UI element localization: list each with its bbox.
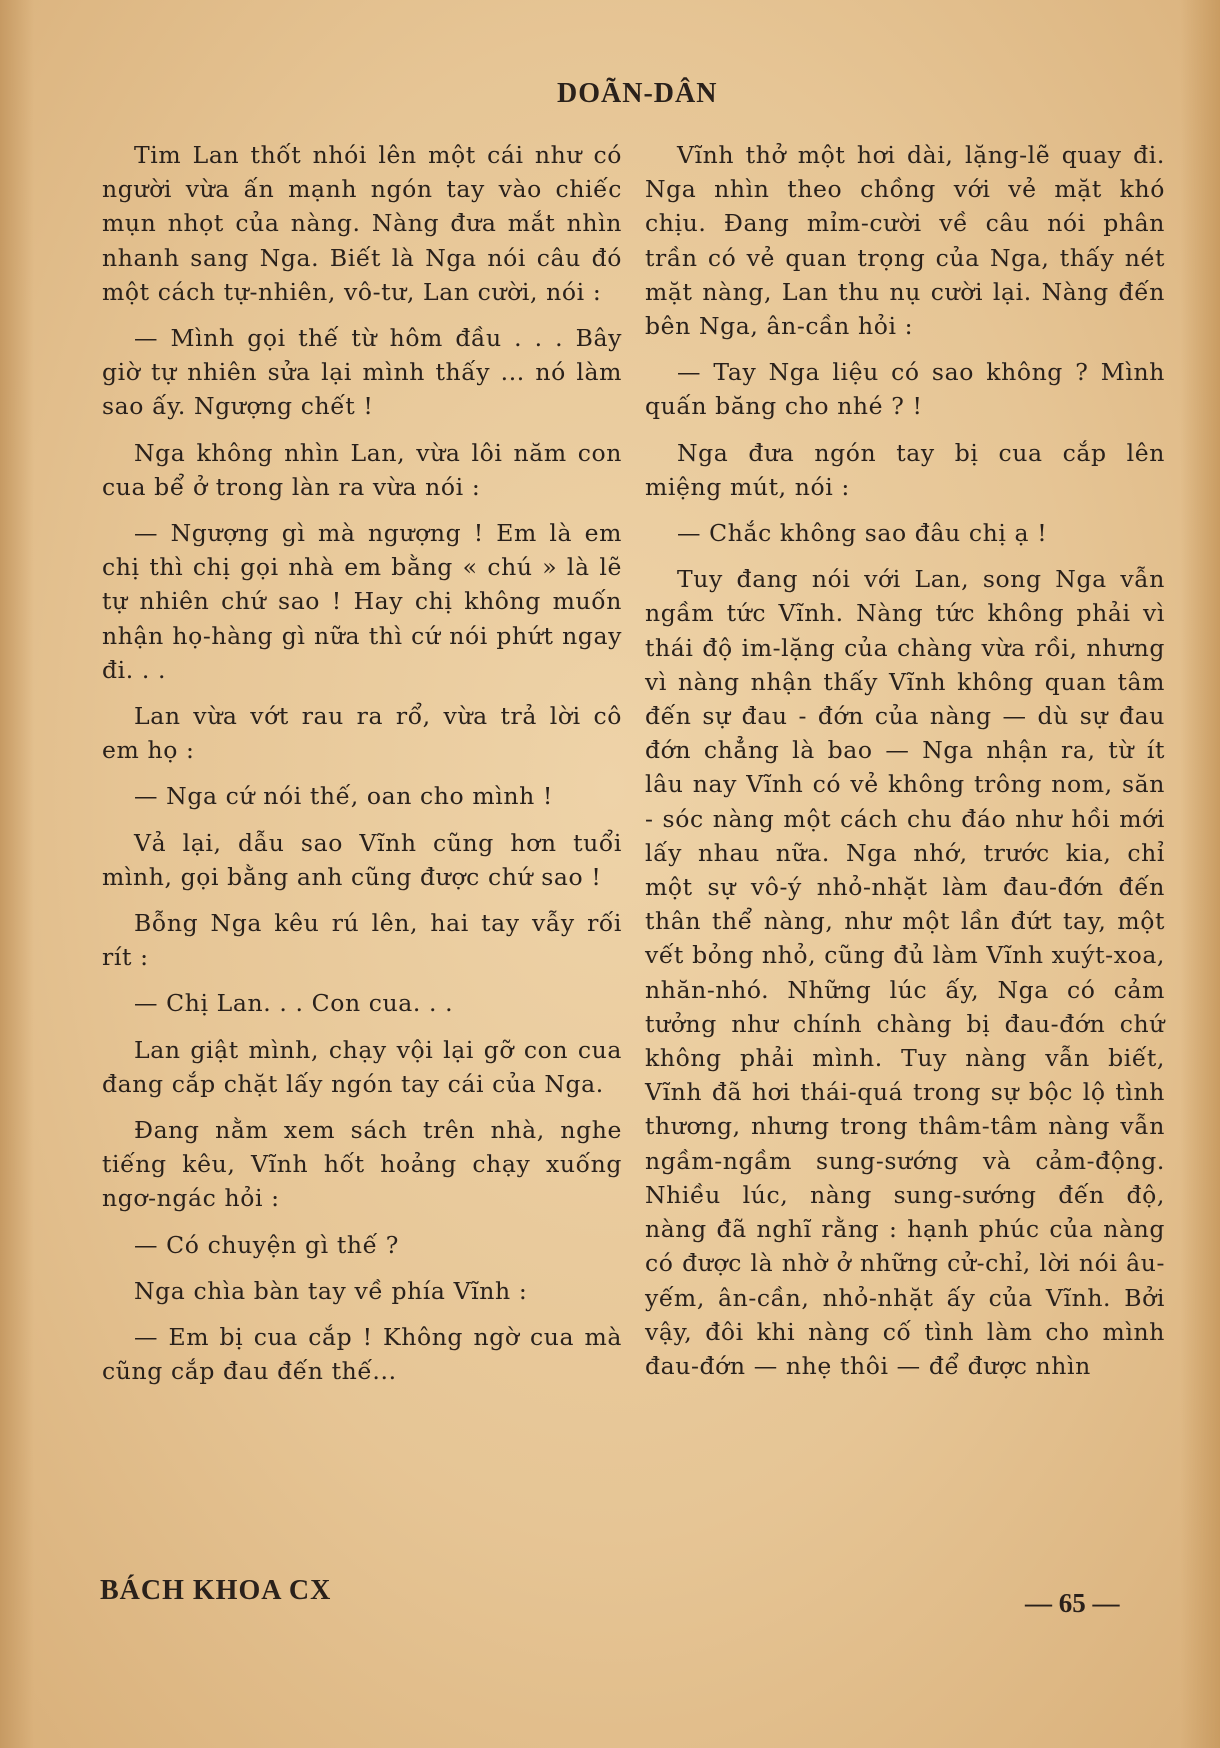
right-column (645, 138, 1165, 1395)
paragraph: — Nga cứ nói thế, oan cho mình ! (134, 782, 553, 811)
paragraph: — Chị Lan. . . Con cua. . . (134, 989, 454, 1018)
paragraph: — Chắc không sao đâu chị ạ ! (677, 519, 1048, 548)
paragraph: Nga đưa ngón tay bị cua cắp lên miệng mút, nói : (645, 438, 1165, 501)
paragraph: Đang nằm xem sách trên nhà, nghe tiếng kêu, Vĩnh hốt hoảng chạy xuống ngơ-ngác hỏi : (102, 1116, 622, 1213)
paragraph: — Em bị cua cắp ! Không ngờ cua mà cũng cắp đau đến thế... (102, 1323, 622, 1386)
paragraph: Tim Lan thốt nhói lên một cái như có người vừa ấn mạnh ngón tay vào chiếc mụn nhọt của nàng. Nàng đưa mắt nhìn nhanh sang Nga. Biết là Nga nói câu đó một cách tự-nhiên, vô-tư, Lan cười, nói : (102, 141, 622, 306)
paragraph: — Có chuyện gì thế ? (134, 1230, 399, 1259)
paragraph: — Mình gọi thế từ hôm đầu . . . Bây giờ tự nhiên sửa lại mình thấy ... nó làm sao ấy. Ngượng chết ! (102, 324, 622, 421)
paragraph: Lan vừa vớt rau ra rổ, vừa trả lời cô em họ : (102, 702, 622, 765)
paragraph: Vĩnh thở một hơi dài, lặng-lẽ quay đi. Nga nhìn theo chồng với vẻ mặt khó chịu. Đang mỉm-cười về câu nói phân trần có vẻ quan trọng của Nga, thấy nét mặt nàng, Lan thu nụ cười lại. Nàng đến bên Nga, ân-cần hỏi : (645, 141, 1165, 341)
page-number: — 65 — (1025, 1588, 1120, 1618)
page-edge-left (0, 0, 34, 1748)
paragraph: Bỗng Nga kêu rú lên, hai tay vẫy rối rít : (102, 909, 622, 972)
paragraph: Vả lại, dẫu sao Vĩnh cũng hơn tuổi mình, gọi bằng anh cũng được chứ sao ! (102, 828, 622, 891)
author-header: DOÃN-DÂN (557, 78, 718, 109)
paragraph: Nga chìa bàn tay về phía Vĩnh : (134, 1276, 528, 1305)
paragraph: — Ngượng gì mà ngượng ! Em là em chị thì chị gọi nhà em bằng « chú » là lẽ tự nhiên chứ sao ! Hay chị không muốn nhận họ-hàng gì nữa thì cứ nói phứt ngay đi. . . (102, 519, 622, 684)
paragraph: — Tay Nga liệu có sao không ? Mình quấn băng cho nhé ? ! (645, 358, 1165, 421)
magazine-name: BÁCH KHOA CX (100, 1575, 332, 1606)
page-edge-right (1180, 0, 1220, 1748)
paragraph: Tuy đang nói với Lan, song Nga vẫn ngầm tức Vĩnh. Nàng tức không phải vì thái độ im-lặng của chàng vừa rồi, nhưng vì nàng nhận thấy Vĩnh không quan tâm đến sự đau - đớn của nàng — dù sự đau đớn chẳng là bao — Nga nhận ra, từ ít lâu nay Vĩnh có vẻ không trông nom, săn - sóc nàng một cách chu đáo như hồi mới lấy nhau nữa. Nga nhớ, trước kia, chỉ một sự vô-ý nhỏ-nhặt làm đau-đớn đến thân thể nàng, như một lần đứt tay, một vết bỏng nhỏ, cũng đủ làm Vĩnh xuýt-xoa, nhăn-nhó. Những lúc ấy, Nga có cảm tưởng như chính chàng bị đau-đớn chứ không phải mình. Tuy nàng vẫn biết, Vĩnh đã hơi thái-quá trong sự bộc lộ tình thương, nhưng trong thâm-tâm nàng vẫn ngầm-ngầm sung-sướng và cảm-động. Nhiều lúc, nàng sung-sướng đến độ, nàng đã nghĩ rằng : hạnh phúc của nàng có được là nhờ ở những cử-chỉ, lời nói âu-yếm, ân-cần, nhỏ-nhặt ấy của Vĩnh. Bởi vậy, đôi khi nàng cố tình làm cho mình đau-đớn — nhẹ thôi — để được nhìn (645, 565, 1165, 1380)
paragraph: Lan giật mình, chạy vội lại gỡ con cua đang cắp chặt lấy ngón tay cái của Nga. (102, 1035, 622, 1098)
left-column (102, 138, 622, 1401)
paragraph: Nga không nhìn Lan, vừa lôi năm con cua bể ở trong làn ra vừa nói : (102, 438, 622, 501)
